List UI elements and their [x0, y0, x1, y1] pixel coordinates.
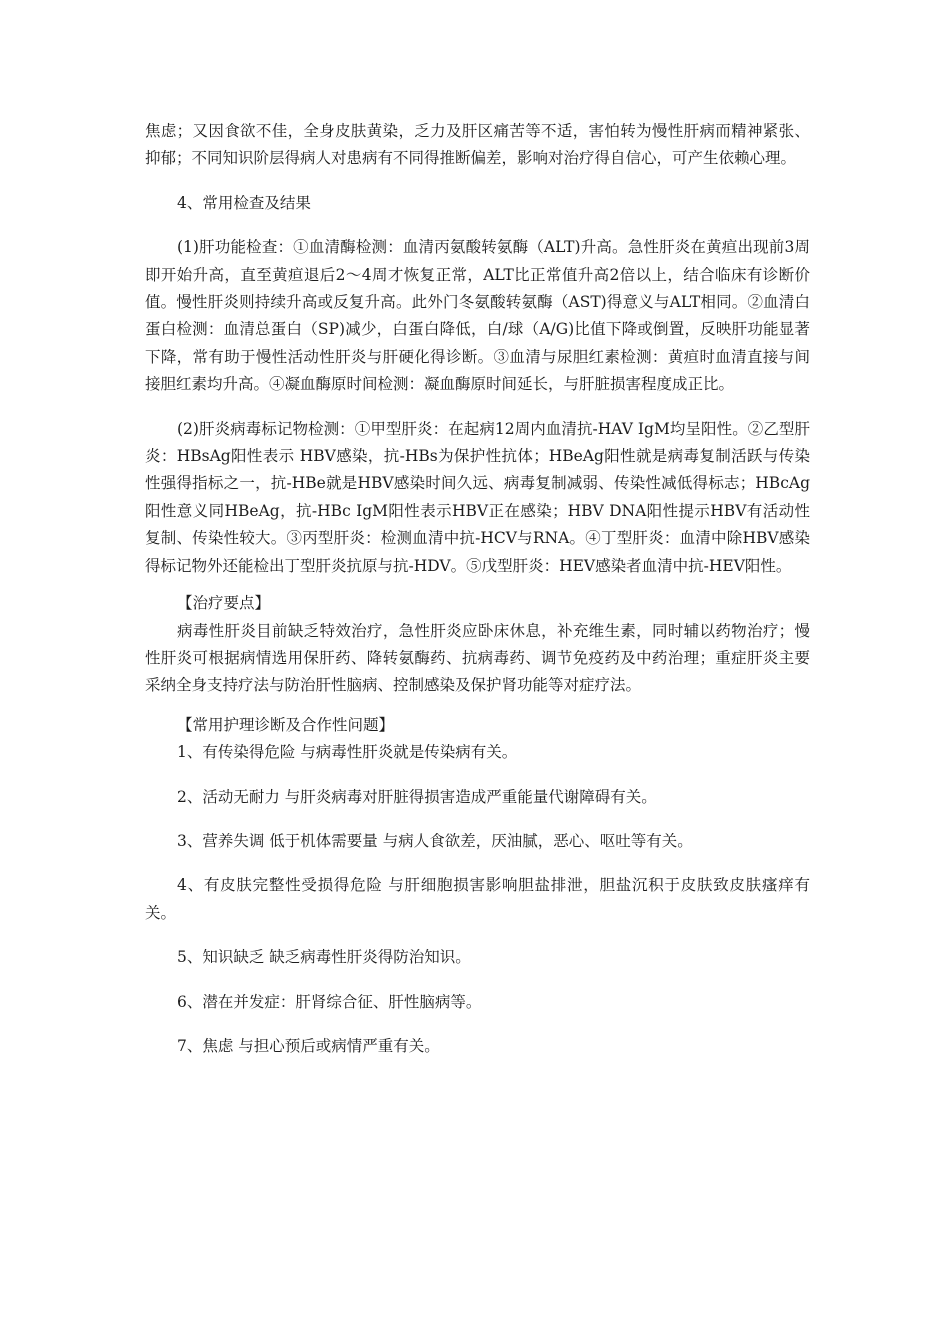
list-item-diagnosis-7: 7、焦虑 与担心预后或病情严重有关。: [177, 1036, 440, 1055]
list-item-diagnosis-2: 2、活动无耐力 与肝炎病毒对肝脏得损害造成严重能量代谢障碍有关。: [177, 787, 657, 806]
section-heading-common-tests: 4、常用检查及结果: [177, 193, 311, 212]
list-item-diagnosis-1: 1、有传染得危险 与病毒性肝炎就是传染病有关。: [177, 743, 518, 762]
section-heading-treatment: 【治疗要点】: [177, 594, 271, 613]
paragraph-liver-function-tests: (1)肝功能检查：①血清酶检测：血清丙氨酸转氨酶（ALT)升高。急性肝炎在黄疸出现前3周即开始升高，直至黄疸退后2～4周才恢复正常，ALT比正常值升高2倍以上，结合临床有诊断价值。慢性肝炎则持续升高或反复升高。此外门冬氨酸转氨酶（AST)得意义与ALT相同。②血清白蛋白检测：血清总蛋白（SP)减少，白蛋白降低，白/球（A/G)比值下降或倒置，反映肝功能显著下降，常有助于慢性活动性肝炎与肝硬化得诊断。③血清与尿胆红素检测：黄疸时血清直接与间接胆红素均升高。④凝血酶原时间检测：凝血酶原时间延长，与肝脏损害程度成正比。: [145, 238, 810, 394]
section-heading-nursing-diagnoses: 【常用护理诊断及合作性问题】: [177, 715, 395, 734]
list-item-diagnosis-5: 5、知识缺乏 缺乏病毒性肝炎得防治知识。: [177, 948, 471, 967]
paragraph-anxiety-continuation: 焦虑；又因食欲不佳，全身皮肤黄染，乏力及肝区痛苦等不适，害怕转为慢性肝病而精神紧张、抑郁；不同知识阶层得病人对患病有不同得推断偏差，影响对治疗得自信心，可产生依赖心理。: [145, 122, 810, 168]
list-item-diagnosis-6: 6、潜在并发症：肝肾综合征、肝性脑病等。: [177, 992, 482, 1011]
paragraph-treatment: 病毒性肝炎目前缺乏特效治疗，急性肝炎应卧床休息，补充维生素，同时辅以药物治疗；慢性肝炎可根据病情选用保肝药、降转氨酶药、抗病毒药、调节免疫药及中药治理；重症肝炎主要采纳全身支持疗法与防治肝性脑病、控制感染及保护肾功能等对症疗法。: [145, 621, 810, 695]
document-page: [145, 118, 810, 1060]
list-item-diagnosis-3: 3、营养失调 低于机体需要量 与病人食欲差，厌油腻，恶心、呕吐等有关。: [177, 831, 693, 850]
list-item-diagnosis-4: 4、有皮肤完整性受损得危险 与肝细胞损害影响胆盐排泄，胆盐沉积于皮肤致皮肤瘙痒有关。: [145, 876, 810, 922]
paragraph-hepatitis-virus-markers: (2)肝炎病毒标记物检测：①甲型肝炎：在起病12周内血清抗-HAV IgM均呈阳性。②乙型肝炎：HBsAg阳性表示 HBV感染，抗-HBs为保护性抗体；HBeAg阳性就是病毒复制活跃与传染性强得指标之一，抗-HBe就是HBV感染时间久远、病毒复制减弱、传染性减低得标志；HBcAg阳性意义同HBeAg，抗-HBc IgM阳性表示HBV正在感染；HBV DNA阳性提示HBV有活动性复制、传染性较大。③丙型肝炎：检测血清中抗-HCV与RNA。④丁型肝炎：血清中除HBV感染得标记物外还能检出丁型肝炎抗原与抗-HDV。⑤戊型肝炎：HEV感染者血清中抗-HEV阳性。: [145, 419, 810, 575]
